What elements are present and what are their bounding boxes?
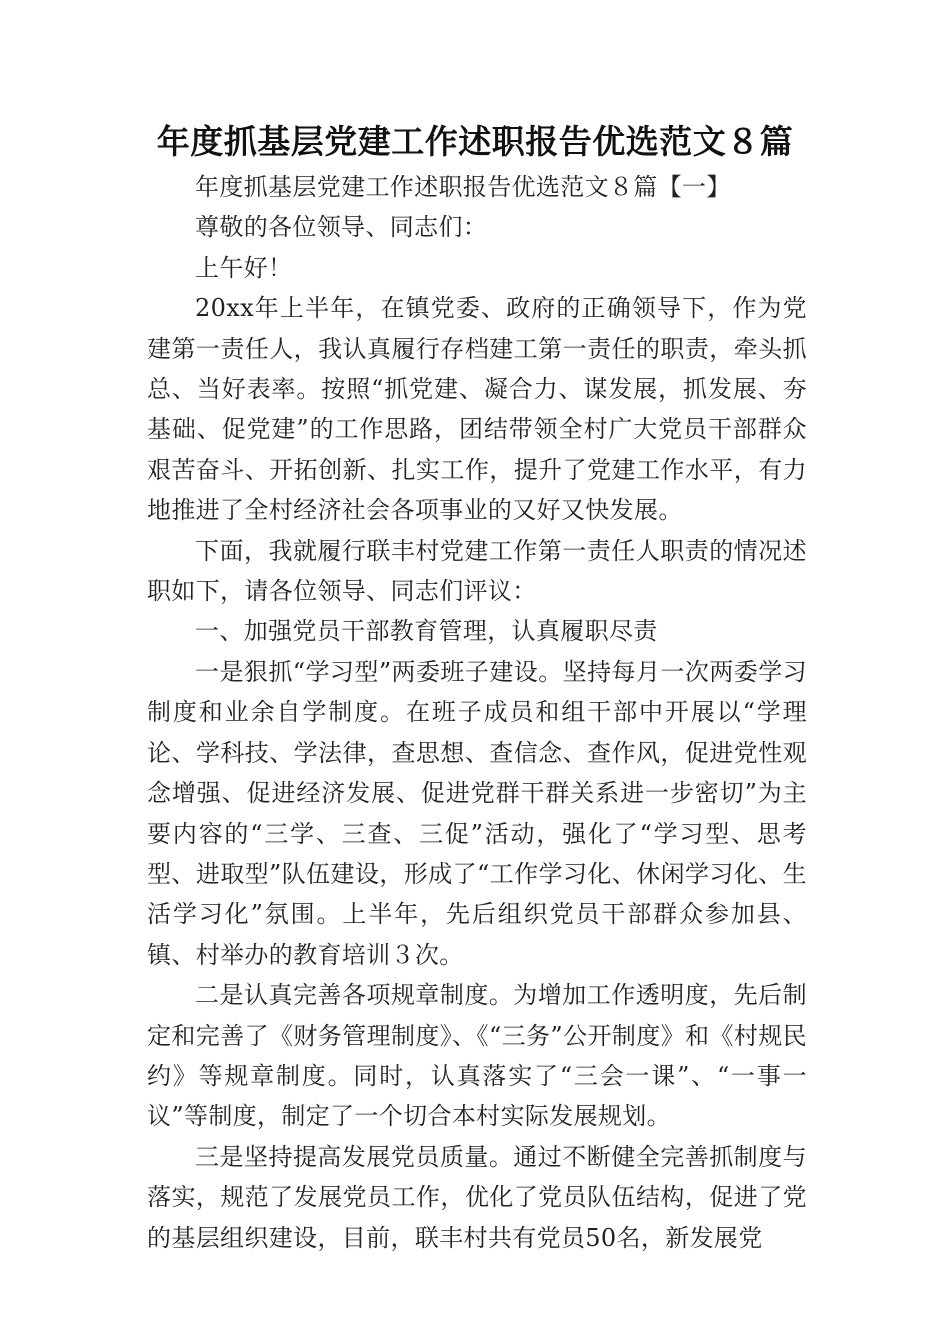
paragraph-salutation: 尊敬的各位领导、同志们： xyxy=(195,213,488,242)
paragraph-greeting: 上午好！ xyxy=(195,253,293,282)
paragraph-intro: 20xx年上半年，在镇党委、政府的正确领导下，作为党建第一责任人，我认真履行存档建工第一责任的职责，牵头抓总、当好表率。按照“抓党建、凝合力、谋发展，抓发展、夯基础、促党建”的工作思路，团结带领全村广大党员干部群众艰苦奋斗、开拓创新、扎实工作，提升了党建工作水平，有力地推进了全村经济社会各项事业的又好又快发展。 xyxy=(147,294,807,525)
paragraph-point-3: 三是坚持提高发展党员质量。通过不断健全完善抓制度与落实，规范了发展党员工作，优化了党员队伍结构，促进了党的基层组织建设，目前，联丰村共有党员50名，新发展党 xyxy=(147,1142,807,1252)
paragraph-point-1: 一是狠抓“学习型”两委班子建设。坚持每月一次两委学习制度和业余自学制度。在班子成员和组干部中开展以“学理论、学科技、学法律，查思想、查信念、查作风，促进党性观念增强、促进经济发展、促进党群干群关系进一步密切”为主要内容的“三学、三查、三促”活动，强化了“学习型、思考型、进取型”队伍建设，形成了“工作学习化、休闲学习化、生活学习化”氛围。上半年，先后组织党员干部群众参加县、镇、村举办的教育培训３次。 xyxy=(147,657,807,969)
paragraph-point-2: 二是认真完善各项规章制度。为增加工作透明度，先后制定和完善了《财务管理制度》、《“三务”公开制度》和《村规民约》等规章制度。同时，认真落实了“三会一课”、“一事一议”等制度，制定了一个切合本村实际发展规划。 xyxy=(147,981,807,1131)
document-title: 年度抓基层党建工作述职报告优选范文８篇 xyxy=(156,122,794,161)
section-heading-1: 一、加强党员干部教育管理，认真履职尽责 xyxy=(195,617,658,646)
paragraph-subtitle: 年度抓基层党建工作述职报告优选范文８篇【一】 xyxy=(195,173,731,201)
document-body xyxy=(147,167,807,1258)
paragraph-transition: 下面，我就履行联丰村党建工作第一责任人职责的情况述职如下，请各位领导、同志们评议： xyxy=(147,536,807,606)
